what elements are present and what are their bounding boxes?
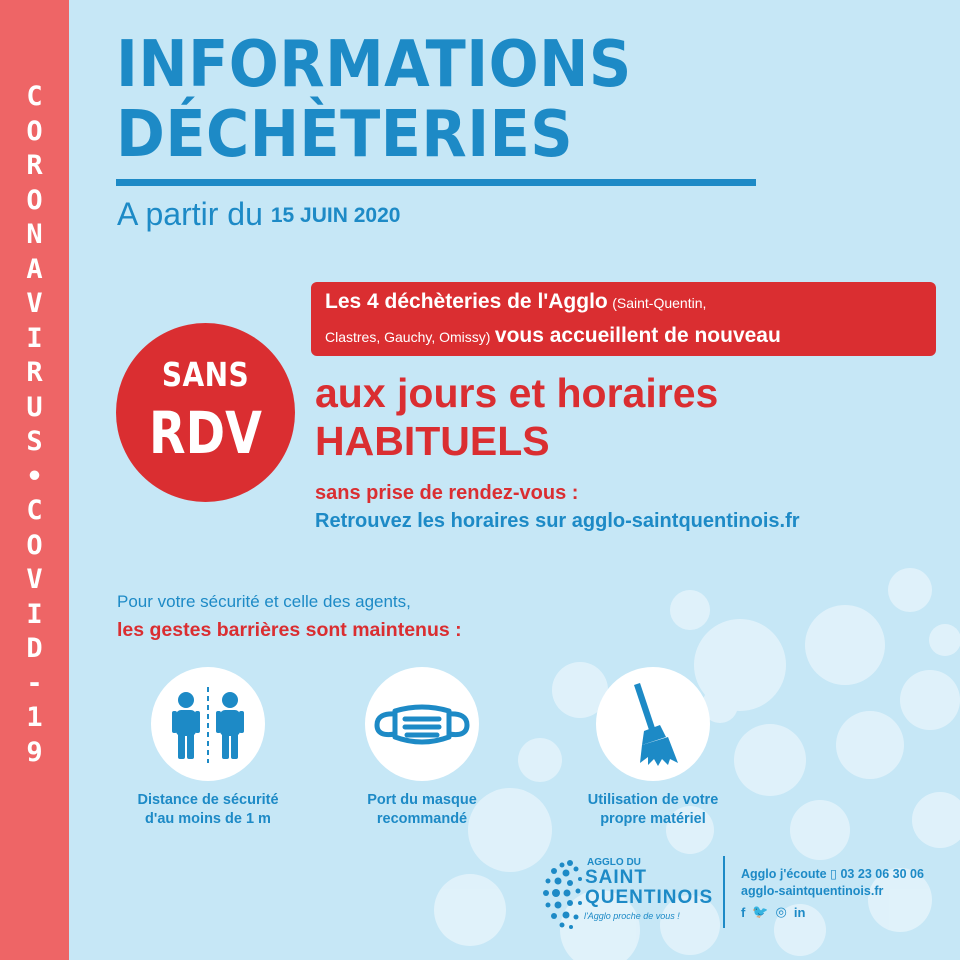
side-band-letter: 1 — [26, 702, 43, 733]
side-band-letter: 9 — [26, 736, 43, 768]
side-band-letter: I — [26, 598, 43, 630]
page-title-line1: INFORMATIONS — [116, 28, 632, 102]
logo-saint-text: SAINT — [585, 867, 647, 888]
info-box-small-2: Clastres, Gauchy, Omissy) — [325, 329, 491, 345]
subtitle — [117, 196, 400, 233]
distance-icon — [151, 667, 265, 781]
mask-icon — [365, 667, 479, 781]
headline-line1: aux jours et horaires — [315, 370, 719, 416]
side-band-letter: D — [26, 633, 43, 664]
facebook-icon[interactable]: f — [741, 904, 746, 920]
info-box-small-1: (Saint-Quentin, — [612, 295, 707, 311]
social-icons — [741, 904, 924, 920]
agglo-logo — [540, 855, 720, 935]
safety-heading: les gestes barrières sont maintenus : — [117, 619, 462, 641]
side-band-letter: O — [26, 184, 43, 216]
subtitle-prefix: A partir du — [117, 196, 263, 232]
subtitle-date: 15 JUIN 2020 — [270, 204, 401, 227]
info-box — [311, 282, 936, 356]
side-band-letter: S — [26, 426, 43, 457]
side-band-letter: R — [26, 150, 43, 181]
instagram-icon[interactable]: ◎ — [775, 904, 787, 919]
linkedin-icon[interactable]: in — [793, 904, 806, 920]
side-band-letter: O — [26, 529, 43, 561]
safety-intro: Pour votre sécurité et celle des agents, — [117, 592, 411, 611]
badge-line2: RDV — [149, 399, 262, 467]
side-band-letter: U — [26, 391, 43, 423]
side-band-letter: I — [26, 322, 43, 354]
side-band-letter: V — [26, 288, 43, 319]
contact-block — [741, 866, 924, 920]
title-underline — [116, 179, 756, 186]
side-band-letter: V — [26, 564, 43, 595]
twitter-icon[interactable]: 🐦 — [752, 904, 769, 919]
logo-dots-icon — [540, 855, 584, 933]
info-box-line2 — [325, 324, 781, 348]
logo-quentinois-text: QUENTINOIS — [585, 887, 714, 908]
side-band-text — [0, 80, 69, 770]
side-band-letter: O — [26, 115, 43, 147]
side-band-letter: C — [26, 495, 43, 526]
no-appointment-badge — [116, 323, 295, 502]
footer-divider — [723, 856, 725, 928]
phone-icon: ▯ — [830, 867, 837, 881]
broom-icon — [596, 667, 710, 781]
gesture-broom-label: Utilisation de votre propre matériel — [587, 792, 719, 827]
logo-agglo-text: AGGLO DU — [587, 857, 641, 868]
info-box-bold-2: vous accueillent de nouveau — [494, 324, 781, 347]
schedule-link-text: Retrouvez les horaires sur agglo-saintquentinois.fr — [315, 510, 800, 532]
gesture-distance — [103, 667, 313, 829]
side-band-letter: N — [26, 219, 43, 250]
page-title-line2: DÉCHÈTERIES — [116, 98, 574, 172]
contact-phone-line — [741, 866, 924, 884]
gesture-mask-label: Port du masque recommandé — [367, 792, 477, 827]
side-band-letter: • — [26, 460, 43, 492]
logo-tagline: l'Agglo proche de vous ! — [584, 911, 680, 921]
info-box-bold-1: Les 4 déchèteries de l'Agglo — [325, 290, 608, 313]
contact-phone[interactable]: 03 23 06 30 06 — [840, 867, 924, 881]
contact-label: Agglo j'écoute — [741, 867, 827, 881]
gesture-broom — [548, 667, 758, 829]
headline-line2: HABITUELS — [315, 418, 550, 464]
badge-line1: SANS — [161, 355, 250, 394]
side-band-letter: A — [26, 253, 43, 285]
side-band-letter: - — [26, 667, 43, 699]
side-band-letter: C — [26, 81, 43, 112]
info-box-line1 — [325, 290, 706, 314]
no-appointment-note: sans prise de rendez-vous : — [315, 482, 579, 504]
gesture-mask — [317, 667, 527, 829]
gesture-distance-label: Distance de sécurité d'au moins de 1 m — [137, 792, 279, 827]
side-band-letter: R — [26, 357, 43, 388]
contact-website[interactable]: agglo-saintquentinois.fr — [741, 884, 884, 898]
